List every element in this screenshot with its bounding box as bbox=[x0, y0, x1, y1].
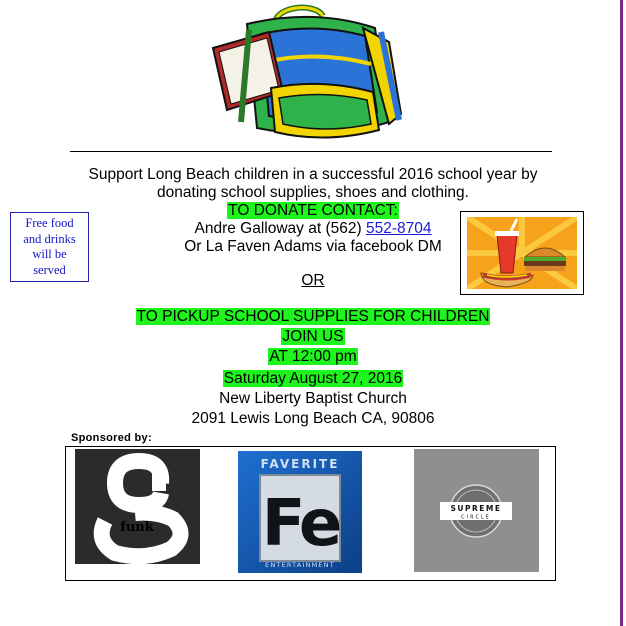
note-line-4: served bbox=[33, 262, 66, 277]
divider-line bbox=[70, 151, 552, 152]
supreme-top-text: SUPREME bbox=[450, 504, 502, 513]
pickup-line-1-text: TO PICKUP SCHOOL SUPPLIES FOR CHILDREN bbox=[136, 308, 490, 325]
pickup-line-3 bbox=[0, 348, 626, 366]
note-line-1: Free food bbox=[25, 216, 74, 230]
or-label: OR bbox=[301, 272, 325, 289]
note-line-2: and drinks bbox=[23, 231, 76, 246]
faverite-logo bbox=[238, 451, 362, 573]
donate-heading-text: TO DONATE CONTACT: bbox=[228, 202, 398, 219]
pickup-venue: New Liberty Baptist Church bbox=[219, 390, 407, 407]
faverite-main-text: Fe bbox=[261, 487, 339, 561]
pickup-date bbox=[0, 370, 626, 388]
faverite-bottom-text: ENTERTAINMENT bbox=[265, 561, 335, 569]
pickup-line-2 bbox=[0, 328, 626, 346]
sponsored-by-label: Sponsored by: bbox=[71, 432, 152, 444]
pickup-line-1 bbox=[0, 308, 626, 326]
note-line-3: will be bbox=[32, 247, 67, 261]
contact-1-prefix: Andre Galloway at (562) bbox=[194, 220, 366, 237]
supreme-circle-logo bbox=[414, 449, 539, 572]
phone-link[interactable]: 552-8704 bbox=[365, 220, 432, 237]
intro-line-2: donating school supplies, shoes and clothing. bbox=[157, 184, 469, 201]
gfunk-logo-text: funk bbox=[120, 520, 154, 535]
faverite-top-text: FAVERITE bbox=[260, 457, 340, 471]
food-illustration bbox=[467, 217, 577, 289]
pickup-date-text: Saturday August 27, 2016 bbox=[223, 370, 403, 387]
food-image-frame bbox=[460, 211, 584, 295]
intro-line-1: Support Long Beach children in a successful 2016 school year by bbox=[88, 166, 538, 183]
pickup-line-2-text: JOIN US bbox=[282, 328, 344, 345]
supreme-bottom-text: CIRCLE bbox=[461, 514, 491, 521]
free-food-note bbox=[10, 212, 89, 282]
pickup-address: 2091 Lewis Long Beach CA, 90806 bbox=[191, 410, 435, 427]
backpack-illustration bbox=[205, 2, 420, 150]
sponsors-panel bbox=[65, 446, 556, 581]
donate-contact-2: Or La Faven Adams via facebook DM bbox=[184, 238, 442, 255]
pickup-line-3-text: AT 12:00 pm bbox=[269, 348, 357, 365]
gfunk-logo bbox=[75, 449, 200, 564]
